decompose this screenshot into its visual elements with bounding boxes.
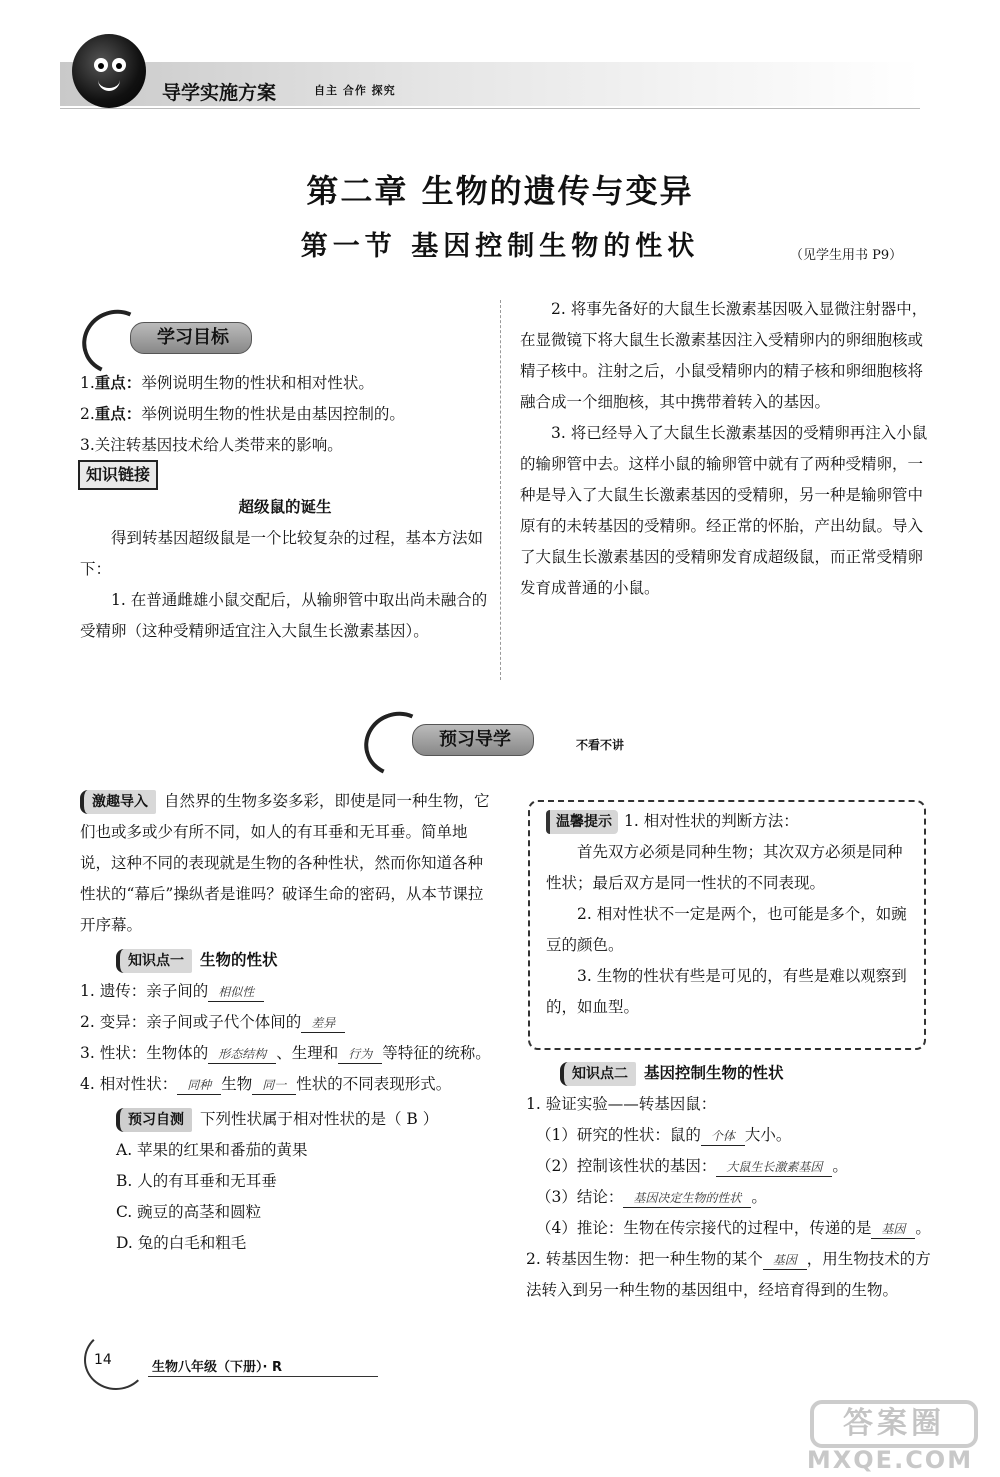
kp2-line: 1. 验证实验——转基因鼠： <box>526 1095 717 1113</box>
tip-tag: 温馨提示 <box>546 810 618 834</box>
goal-item: 2.重点：举例说明生物的性状是由基因控制的。 <box>80 405 405 423</box>
knowledge-link-heading: 超级鼠的诞生 <box>238 498 332 516</box>
answer-blank[interactable]: 个体 <box>701 1127 745 1146</box>
preview-banner <box>364 722 684 758</box>
kp2-line: （2）控制该性状的基因： 大鼠生长激素基因 。 <box>536 1157 848 1175</box>
tip-detail: 首先双方必须是同种生物；其次双方必须是同种性状；最后双方是同一性状的不同表现。 <box>546 843 903 892</box>
knowledge-link-step3: 3. 将已经导入了大鼠生长激素基因的受精卵再注入小鼠的输卵管中去。这样小鼠的输卵管中就有了两种受精卵，一种是导入了大鼠生长激素基因的受精卵，另一种是输卵管中原有的未转基因的受精卵。经正常的怀胎，产出幼鼠。导入了大鼠生长激素基因的受精卵发育成超级鼠，而正常受精卵发育成普通的小鼠。 <box>520 424 928 597</box>
kp1-line: 3. 性状：生物体的 形态结构 、生理和 行为 等特征的统称。 <box>80 1044 491 1062</box>
answer-blank[interactable]: 同一 <box>252 1076 296 1095</box>
knowledge-link-left <box>80 492 490 647</box>
goals-banner-label: 学习目标 <box>130 322 252 354</box>
goal-item: 1.重点：举例说明生物的性状和相对性状。 <box>80 374 374 392</box>
header-divider <box>60 108 920 109</box>
selftest-question: 预习自测 下列性状属于相对性状的是（ B ） <box>80 1104 492 1135</box>
option-c[interactable]: C. 豌豆的高茎和圆粒 <box>116 1203 262 1221</box>
kp2-line: 2. 转基因生物：把一种生物的某个 基因 ，用生物技术的方法转入到另一种生物的基因组中，经培育得到的生物。 <box>526 1250 931 1299</box>
answer-blank[interactable]: 形态结构 <box>208 1045 276 1064</box>
answer-blank[interactable]: 差异 <box>301 1014 345 1033</box>
preview-right <box>526 1058 938 1306</box>
option-b[interactable]: B. 人的有耳垂和无耳垂 <box>116 1172 277 1190</box>
reference-note: （见学生用书 P9） <box>790 248 903 263</box>
section-title: 第一节 基因控制生物的性状 <box>300 231 700 262</box>
kp1-line: 4. 相对性状： 同种 生物 同一 性状的不同表现形式。 <box>80 1075 452 1093</box>
answer-blank[interactable]: 同种 <box>177 1076 221 1095</box>
goals-list <box>80 368 490 461</box>
footer-divider <box>148 1376 378 1377</box>
answer-blank[interactable]: 大鼠生长激素基因 <box>716 1158 832 1177</box>
tip-content <box>546 806 908 1023</box>
answer-blank[interactable]: 基因决定生物的性状 <box>623 1189 751 1208</box>
knowledge-link-tag: 知识链接 <box>78 460 158 490</box>
preview-banner-label: 预习导学 <box>412 724 534 756</box>
book-title: 生物八年级（下册）· R <box>152 1360 282 1375</box>
tip-line-1: 温馨提示 1. 相对性状的判断方法： <box>546 806 908 837</box>
option-d[interactable]: D. 兔的白毛和粗毛 <box>116 1234 247 1252</box>
chapter-title: 第二章 生物的遗传与变异 <box>306 172 694 210</box>
knowledge-link-right <box>520 294 930 604</box>
answer-blank[interactable]: 行为 <box>338 1045 382 1064</box>
watermark-url: MXQE.COM <box>806 1446 974 1474</box>
mascot-icon <box>72 34 146 108</box>
answer-blank[interactable]: 基因 <box>871 1220 915 1239</box>
answer-blank[interactable]: 基因 <box>763 1251 807 1270</box>
kp2-line: （3）结论： 基因决定生物的性状 。 <box>536 1188 767 1206</box>
intro-tag: 激趣导入 <box>80 790 156 814</box>
goals-banner <box>82 320 322 356</box>
knowledge-link-step2: 2. 将事先备好的大鼠生长激素基因吸入显微注射器中，在显微镜下将大鼠生长激素基因注入受精卵内的卵细胞核或精子核中。注射之后，小鼠受精卵内的精子核和卵细胞核将融合成一个细胞核，其中携带着转入的基因。 <box>520 300 928 411</box>
header-title: 导学实施方案 <box>162 82 277 104</box>
page-number: 14 <box>94 1352 112 1368</box>
answer-blank[interactable]: 相似性 <box>208 983 264 1002</box>
kp1-line: 1. 遗传：亲子间的 相似性 <box>80 976 492 1007</box>
tip-line-2: 2. 相对性状不一定是两个，也可能是多个，如豌豆的颜色。 <box>546 905 907 954</box>
kp2-tag: 知识点二 <box>560 1062 636 1086</box>
knowledge-link-intro: 得到转基因超级鼠是一个比较复杂的过程，基本方法如下： <box>80 529 484 578</box>
kp2-line: （1）研究的性状：鼠的 个体 大小。 <box>536 1126 792 1144</box>
preview-banner-note: 不看不讲 <box>576 738 625 752</box>
kp2-line: （4）推论：生物在传宗接代的过程中，传递的是 基因 。 <box>536 1219 931 1237</box>
kp1-tag: 知识点一 <box>116 949 192 973</box>
watermark-logo: 答案圈 <box>810 1400 978 1448</box>
knowledge-link-step1: 1. 在普通雌雄小鼠交配后，从输卵管中取出尚未融合的受精卵（这种受精卵适宜注入大鼠生长激素基因）。 <box>80 591 488 640</box>
intro-paragraph: 激趣导入 自然界的生物多姿多彩，即使是同一种生物，它们也或多或少有所不同，如人的有耳垂和无耳垂。简单地说，这种不同的表现就是生物的各种性状，然而你知道各种性状的“幕后”操纵者是谁吗？破译生命的密码，从本节课拉开序幕。 <box>80 792 490 934</box>
selftest-tag: 预习自测 <box>116 1108 192 1132</box>
kp2-heading: 知识点二 基因控制生物的性状 <box>526 1058 938 1089</box>
option-a[interactable]: A. 苹果的红果和番茄的黄果 <box>116 1141 308 1159</box>
tip-line-3: 3. 生物的性状有些是可见的，有些是难以观察到的，如血型。 <box>546 967 907 1016</box>
kp1-heading: 知识点一 生物的性状 <box>80 945 492 976</box>
goal-item: 3.关注转基因技术给人类带来的影响。 <box>80 436 343 454</box>
header-subtitle: 自主 合作 探究 <box>314 84 396 97</box>
preview-left <box>80 786 492 1259</box>
column-divider <box>500 300 501 680</box>
kp1-line: 2. 变异：亲子间或子代个体间的 差异 <box>80 1007 492 1038</box>
